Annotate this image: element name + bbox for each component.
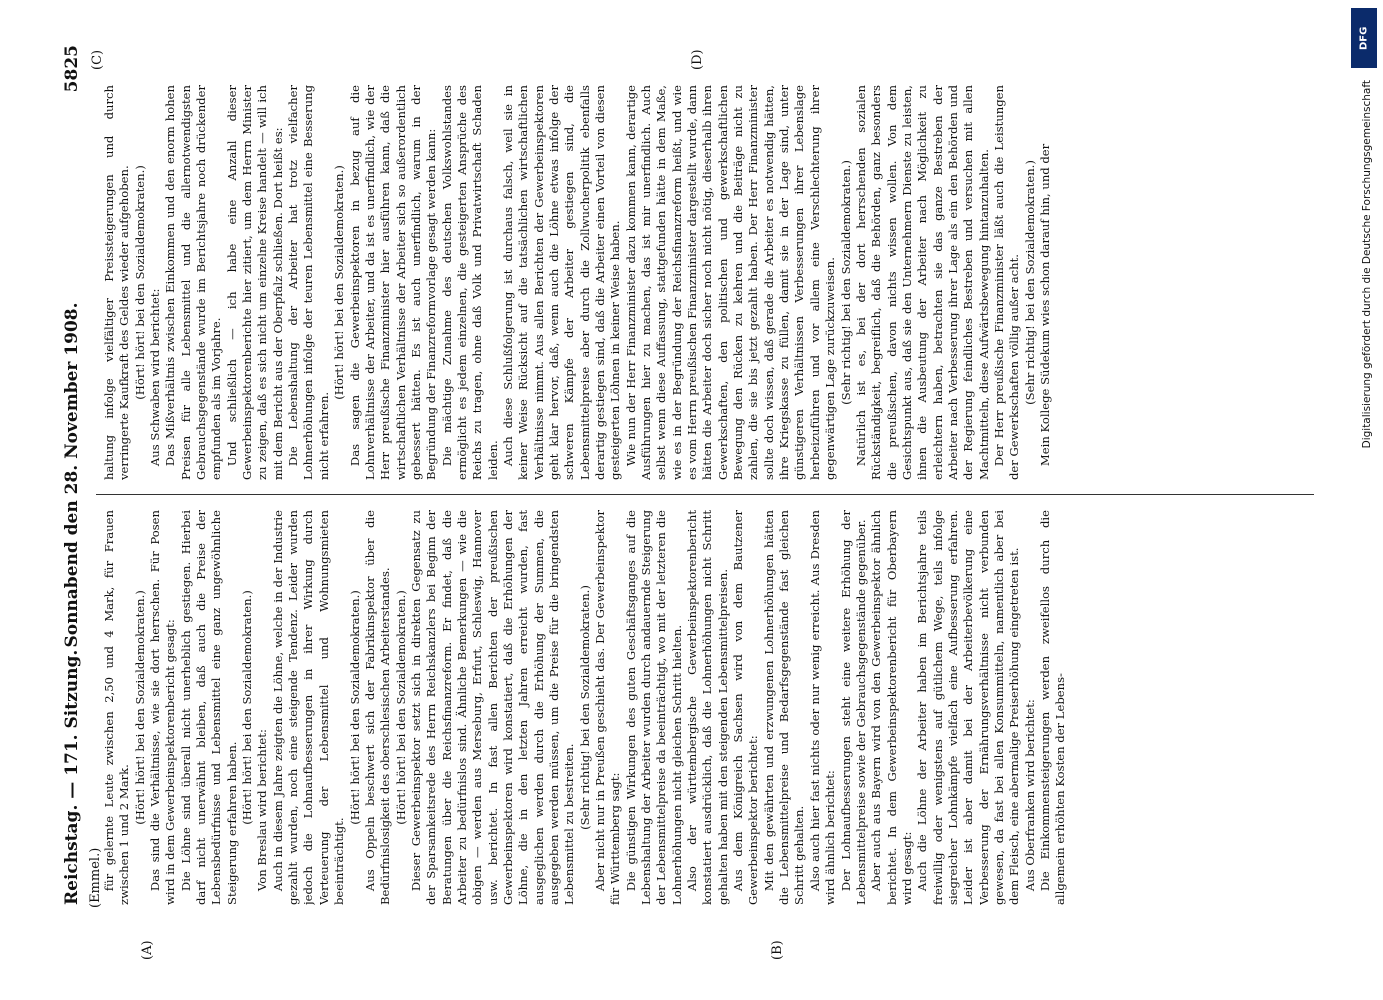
- margin-marker-a: (A): [140, 940, 155, 960]
- paragraph: Das Mißverhältnis zwischen Einkommen und den enorm hohen Preisen für alle Lebensmittel und die allernotwendigsten Gebrauchsgegenstände wurde im Berichtsjahre noch drückender empfunden als im Vorjahre.: [163, 85, 224, 480]
- paragraph: Auch in diesem Jahre zeigten die Löhne, welche in der Industrie gezahlt wurden, noch eine steigende Tendenz. Leider wurden jedoch die Lohnaufbesserungen in ihrer Wirkung durch Verteuerung der Lebensmittel und Wohnungsmieten beeinträchtigt.: [270, 510, 347, 905]
- paragraph: Die mächtige Zunahme des deutschen Volkswohlstandes ermöglicht es jedem einzelnen, die gesteigerten Ansprüche des Reichs zu tragen, ohne daß Volk und Privatwirtschaft Schaden leiden.: [439, 85, 500, 480]
- page-number: 5825: [62, 45, 82, 93]
- left-column: [102, 510, 1312, 905]
- page-header: [58, 45, 90, 905]
- paragraph: Die Einkommensteigerungen werden zweifellos durch die allgemein erhöhten Kosten der Lebens-: [1037, 510, 1068, 905]
- interjection: (Hört! hört! bei den Sozialdemokraten.): [393, 590, 408, 825]
- paragraph: Wie nun der Herr Finanzminister dazu kommen kann, derartige Ausführungen hier zu machen, das ist mir unerfindlich. Auch selbst wenn diese Auffassung, stattgefunden hätte in dem Maße, wie es in der Begründung der Reichsfinanzreform heißt, und wie es vom Herrn preußischen Finanzminister dargestellt wurde, dann hätten die Arbeiter doch sicher noch nicht nötig, dieserhalb ihren Gewerkschaften, den politischen und gewerkschaftlichen Bewegung den Rücken zu kehren und die Beiträge nicht zu zahlen, die sie bis jetzt gezahlt haben. Der Herr Finanzminister sollte doch wissen, daß gerade die Arbeiter es notwendig hätten, ihre Kriegskasse zu füllen, damit sie in der Lage sind, unter günstigeren Verhältnissen Verbesserungen ihrer Lebenslage herbeizuführen und vor allem eine Verschlechterung ihrer gegenwärtigen Lage zurückzuweisen.: [623, 85, 838, 480]
- paragraph: Auch die Löhne der Arbeiter haben im Berichtsjahre teils freiwillig oder wenigstens auf gütlichem Wege, teils infolge siegreicher Lohnkämpfe vielfach eine Aufbesserung erfahren. Leider ist aber damit bei der Arbeiterbevölkerung eine Verbesserung der Ernährungsverhältnisse nicht verbunden gewesen, da fast bei allen Konsummitteln, namentlich aber bei dem Fleisch, eine abermalige Preiserhöhung eingetreten ist.: [915, 510, 1022, 905]
- margin-marker-c: (C): [90, 49, 105, 70]
- margin-marker-b: (B): [770, 940, 785, 960]
- paragraph: Die Lebenshaltung der Arbeiter hat trotz vielfacher Lohnerhöhungen infolge der teuren Lebensmittel eine Besserung nicht erfahren.: [286, 85, 331, 480]
- paragraph: Die Löhne sind überall nicht unerheblich gestiegen. Hierbei darf nicht unerwähnt bleiben, daß auch die Preise der Lebensbedürfnisse und Lebensmittel eine ganz ungewöhnliche Steigerung erfahren haben.: [178, 510, 239, 905]
- interjection: (Sehr richtig! bei den Sozialdemokraten.): [577, 585, 592, 830]
- column-divider: [96, 494, 1314, 495]
- paragraph: Aus Oppeln beschwert sich der Fabrikinspektor über die Bedürfnislosigkeit des oberschlesischen Arbeiterstandes.: [362, 510, 393, 905]
- paragraph: Von Breslau wird berichtet:: [255, 729, 270, 892]
- paragraph: Aus Schwaben wird berichtet:: [148, 288, 163, 467]
- paragraph: Der Herr preußische Finanzminister läßt auch die Leistungen der Gewerkschaften völlig außer acht.: [991, 85, 1022, 480]
- paragraph: Also der württembergische Gewerbeinspektorenbericht konstatiert ausdrücklich, daß die Lohnerhöhungen nicht Schritt gehalten haben mit den steigenden Lebensmittelpreisen.: [685, 510, 730, 905]
- paragraph: Die günstigen Wirkungen des guten Geschäftsganges auf die Lebenshaltung der Arbeiter wurden durch andauernde Steigerung der Lebensmittelpreise da beeinträchtigt, wo mit der letzteren die Lohnerhöhungen nicht gleichen Schritt hielten.: [623, 510, 684, 905]
- right-column: [102, 85, 1312, 480]
- paragraph: für gelernte Leute zwischen 2,50 und 4 Mark, für Frauen zwischen 1 und 2 Mark.: [102, 510, 132, 905]
- paragraph: Aus dem Königreich Sachsen wird von dem Bautzener Gewerbeinspektor berichtet:: [731, 510, 761, 905]
- interjection: (Hört! hört! bei den Sozialdemokraten.): [240, 590, 255, 825]
- margin-marker-d: (D): [690, 49, 705, 70]
- paragraph: Aber auch aus Bayern wird von den Gewerbeinspektor ähnlich berichtet. In dem Gewerbeinspektorenbericht für Oberbayern wird gesagt:: [869, 510, 914, 905]
- paragraph: Also auch hier fast nichts oder nur wenig erreicht. Aus Dresden wird ähnlich berichtet:: [807, 510, 838, 905]
- dfg-logo: DFG: [1351, 8, 1377, 68]
- paragraph: Dieser Gewerbeinspektor setzt sich in direkten Gegensatz zu der Sparsamkeitsrede des Herrn Reichskanzlers bei Beginn der Beratungen über die Reichsfinanzreform. Er findet, daß die Arbeiter zu bedürfnislos sind. Ähnliche Bemerkungen — wie die obigen — werden aus Merseburg, Erfurt, Schleswig, Hannover usw. berichtet. In fast allen Berichten der preußischen Gewerbeinspektoren wird konstatiert, daß die Erhöhungen der Löhne, die in den letzten Jahren erreicht wurden, fast ausgeglichen werden durch die Erhöhung der Summen, die ausgegeben werden müssen, um die Preise für die bringendsten Lebensmittel zu bestreiten.: [408, 510, 577, 905]
- paragraph: Das sind die Verhältnisse, wie sie dort herrschen. Für Posen wird in dem Gewerbeinspektorenbericht gesagt:: [148, 510, 178, 905]
- funding-note: Digitalisierung gefördert durch die Deutsche Forschungsgemeinschaft: [1361, 80, 1373, 449]
- header-session: Reichstag. — 171. Sitzung.: [62, 649, 82, 905]
- paragraph: Und schließlich — ich habe eine Anzahl dieser Gewerbeinspektorenberichte hier zitiert, um dem Herrn Minister zu zeigen, daß es sich nicht um einzelne Kreise handelt — will ich mit dem Bericht aus der Oberpfalz schließen. Dort heißt es:: [224, 85, 285, 480]
- interjection: (Sehr richtig! bei den Sozialdemokraten.): [838, 160, 853, 405]
- paragraph: haltung infolge vielfältiger Preissteigerungen und durch verringerte Kaufkraft des Geldes wieder aufgehoben.: [102, 85, 132, 480]
- interjection: (Sehr richtig! bei den Sozialdemokraten.): [1022, 160, 1037, 405]
- interjection: (Hört! hört! bei den Sozialdemokraten.): [347, 590, 362, 825]
- interjection: (Hört! hört! bei den Sozialdemokraten.): [132, 165, 147, 400]
- paragraph: Natürlich ist es, bei der dort herrschenden sozialen Rückständigkeit, begreiflich, daß die Behörden, ganz besonders die preußischen, davon nichts wissen wollen. Von dem Gesichtspunkt aus, daß sie den Unternehmern Dienste zu leisten, ihnen die Ausbeutung der Arbeiter nach Möglichkeit zu erleichtern haben, betrachten sie das ganze Bestreben der Arbeiter nach Verbesserung ihrer Lage als ein den Behörden und der Regierung feindliches Bestreben und versuchen mit allen Machtmitteln, diese Aufwärtsbewegung hintanzuhalten.: [853, 85, 991, 480]
- paragraph: Der Lohnaufbesserungen steht eine weitere Erhöhung der Lebensmittelpreise sowie der Gebrauchsgegenstände gegenüber.: [838, 510, 868, 905]
- paragraph: Das sagen die Gewerbeinspektoren in bezug auf die Lohnverhältnisse der Arbeiter, und da ist es unerfindlich, wie der Herr preußische Finanzminister hier ausführen kann, daß die wirtschaftlichen Verhältnisse der Arbeiter sich so außerordentlich gebessert hätten. Es ist auch unerfindlich, warum in der Begründung der Finanzreformvorlage gesagt werden kann:: [347, 85, 439, 480]
- speaker-tag: (Emmel.): [88, 847, 103, 908]
- interjection: (Hört! hört! bei den Sozialdemokraten.): [332, 165, 347, 400]
- paragraph: Mit den gewährten und erzwungenen Lohnerhöhungen hätten die Lebensmittelpreise und Bedarfsgegenstände fast gleichen Schritt gehalten.: [761, 510, 807, 905]
- paragraph: Auch diese Schlußfolgerung ist durchaus falsch, weil sie in keiner Weise Rücksicht auf die tatsächlichen wirtschaftlichen Verhältnisse nimmt. Aus allen Berichten der Gewerbeinspektoren geht klar hervor, daß, wenn auch die Löhne etwas infolge der schweren Kämpfe der Arbeiter gestiegen sind, die Lebensmittelpreise aber durch die Zollwucherpolitik ebenfalls derartig gestiegen sind, daß die Arbeiter einen Vorteil von diesen gesteigerten Löhnen in keiner Weise haben.: [500, 85, 623, 480]
- interjection: (Hört! hört! bei den Sozialdemokraten.): [132, 590, 147, 825]
- paragraph: Aus Oberfranken wird berichtet:: [1022, 699, 1037, 892]
- paragraph: Aber nicht nur in Preußen geschieht das. Der Gewerbeinspektor für Württemberg sagt:: [593, 510, 623, 905]
- header-date: Sonnabend den 28. November 1908.: [62, 302, 82, 648]
- paragraph: Mein Kollege Südekum wies schon darauf hin, und der: [1037, 143, 1052, 467]
